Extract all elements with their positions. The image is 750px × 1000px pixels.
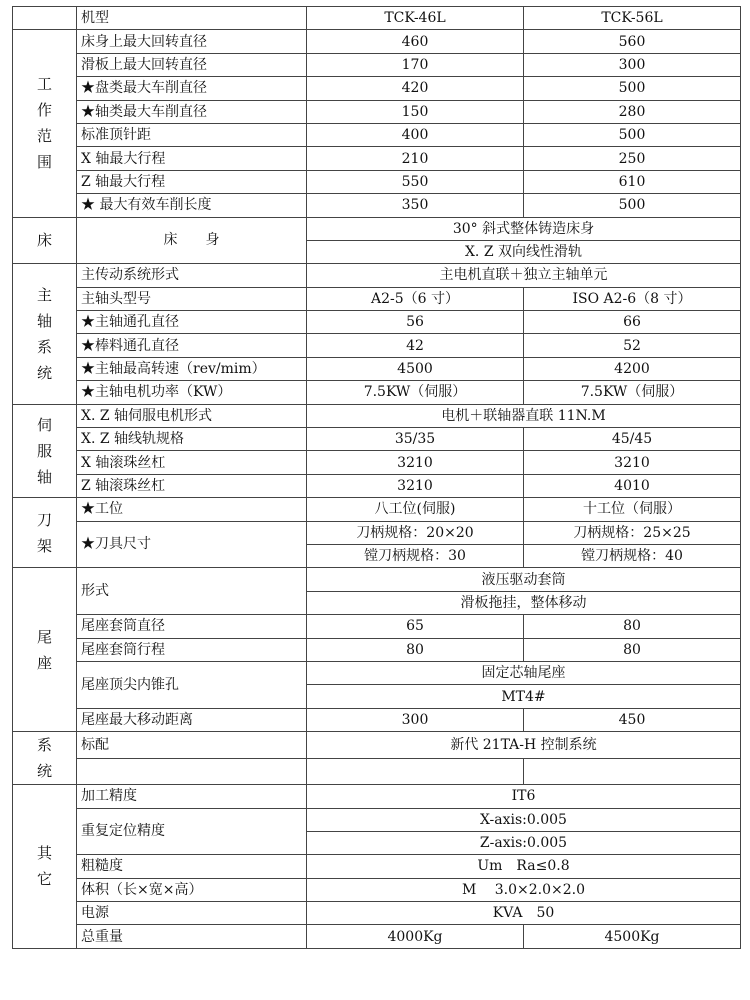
row-value-merged: Z-axis:0.005 [307,831,741,854]
spec-row [13,30,741,53]
spec-row [13,217,741,240]
row-value-merged: 主电机直联＋独立主轴单元 [307,264,741,287]
row-label: X. Z 轴线轨规格 [77,428,307,451]
row-value: ISO A2-6（8 寸） [524,287,741,310]
row-label: 电源 [77,902,307,925]
section-label-char: 系 [36,736,52,755]
row-value: 7.5KW（伺服） [524,381,741,404]
row-value: 3210 [307,474,524,497]
row-value: 十工位（伺服） [524,498,741,521]
row-label: 床身上最大回转直径 [77,30,307,53]
section-label-char: 统 [36,363,52,382]
row-label: 床 身 [77,217,307,264]
section-label-char: 统 [36,762,52,781]
row-label: ★主轴最高转速（rev/mim） [77,357,307,380]
row-label: X 轴滚珠丝杠 [77,451,307,474]
section-label-char: 刀 [36,510,52,529]
section-label-char: 服 [36,441,52,460]
spec-row [13,568,741,591]
row-label: ★刀具尺寸 [77,521,307,568]
row-value: 80 [524,638,741,661]
section-label-char: 范 [36,127,52,146]
row-label: 加工精度 [77,785,307,808]
row-value: 3210 [307,451,524,474]
row-value: 210 [307,147,524,170]
row-value-merged: KVA 50 [307,902,741,925]
section-label-char: 架 [36,536,52,555]
row-value: 66 [524,311,741,334]
spec-row [13,357,741,380]
spec-row [13,170,741,193]
row-value: 35/35 [307,428,524,451]
spec-row [13,53,741,76]
spec-row [13,381,741,404]
spec-row [13,855,741,878]
row-value: 560 [524,30,741,53]
row-label: ★棒料通孔直径 [77,334,307,357]
section-label-char: 座 [36,653,52,672]
row-value-merged: 滑板拖挂，整体移动 [307,591,741,614]
row-label: X 轴最大行程 [77,147,307,170]
spec-row [13,615,741,638]
row-value: 56 [307,311,524,334]
section-label-char: 其 [36,844,52,863]
row-value: 52 [524,334,741,357]
row-value: 550 [307,170,524,193]
row-label: 主轴头型号 [77,287,307,310]
row-value: 80 [307,638,524,661]
row-value-merged: 30° 斜式整体铸造床身 [307,217,741,240]
row-value [307,758,524,785]
section-label-char: 轴 [36,467,52,486]
row-label: 标配 [77,732,307,759]
row-value: 3210 [524,451,741,474]
section-label-cell [13,568,77,732]
row-value-merged: M 3.0×2.0×2.0 [307,878,741,901]
spec-row [13,147,741,170]
row-label: ★盘类最大车削直径 [77,77,307,100]
header-row [13,7,741,30]
section-label-char: 伺 [36,415,52,434]
row-value: 400 [307,123,524,146]
row-label [77,758,307,785]
spec-row [13,404,741,427]
row-value: 420 [307,77,524,100]
row-value: 610 [524,170,741,193]
header-model-col2: TCK-56L [524,7,741,30]
spec-row [13,785,741,808]
row-label: 尾座套筒行程 [77,638,307,661]
row-value: 300 [524,53,741,76]
row-label: 总重量 [77,925,307,948]
spec-row [13,100,741,123]
row-label: ★轴类最大车削直径 [77,100,307,123]
spec-row [13,428,741,451]
row-value: 250 [524,147,741,170]
spec-table [12,6,741,949]
row-value: 150 [307,100,524,123]
row-label: 滑板上最大回转直径 [77,53,307,76]
header-model-col1: TCK-46L [307,7,524,30]
section-label-cell [13,732,77,785]
row-value: 4000Kg [307,925,524,948]
section-label-char: 围 [36,153,52,172]
section-label-char: 轴 [36,311,52,330]
row-value-merged: 固定芯轴尾座 [307,661,741,684]
row-value: 刀柄规格：25×25 [524,521,741,544]
spec-row [13,878,741,901]
section-label-char: 作 [36,101,52,120]
row-value: 45/45 [524,428,741,451]
section-label-char: 尾 [36,627,52,646]
section-label-cell [13,404,77,498]
row-value: 500 [524,77,741,100]
row-label: 尾座套筒直径 [77,615,307,638]
row-label: 重复定位精度 [77,808,307,855]
row-value: 500 [524,123,741,146]
row-value-merged: X. Z 双向线性滑轨 [307,240,741,263]
section-label-char: 它 [36,870,52,889]
section-label-cell [13,217,77,264]
row-value: 65 [307,615,524,638]
section-label-char: 工 [36,75,52,94]
row-label: 体积（长×宽×高） [77,878,307,901]
spec-row [13,732,741,759]
row-label: ★主轴电机功率（KW） [77,381,307,404]
row-label: 标准顶针距 [77,123,307,146]
row-value-merged: 液压驱动套筒 [307,568,741,591]
row-value: 4200 [524,357,741,380]
section-label-char: 系 [36,337,52,356]
row-value: 刀柄规格：20×20 [307,521,524,544]
row-label: ★主轴通孔直径 [77,311,307,334]
row-value: 八工位(伺服) [307,498,524,521]
spec-row [13,638,741,661]
row-value-merged: MT4# [307,685,741,708]
spec-row [13,287,741,310]
row-value: 4010 [524,474,741,497]
row-value-merged: 电机＋联轴器直联 11N.M [307,404,741,427]
spec-row [13,334,741,357]
row-value: 280 [524,100,741,123]
row-value: 450 [524,708,741,731]
row-value-merged: 新代 21TA-H 控制系统 [307,732,741,759]
row-label: ★ 最大有效车削长度 [77,194,307,217]
spec-row [13,498,741,521]
spec-row [13,311,741,334]
row-label: 尾座顶尖内锥孔 [77,661,307,708]
row-value: 460 [307,30,524,53]
row-value [524,758,741,785]
section-label-cell [13,264,77,404]
row-value: 7.5KW（伺服） [307,381,524,404]
spec-row [13,708,741,731]
section-label-cell [13,498,77,568]
spec-table-body [13,7,741,949]
row-value: 300 [307,708,524,731]
spec-row [13,123,741,146]
row-value: 镗刀柄规格：40 [524,544,741,567]
section-label-char: 主 [36,285,52,304]
row-label: ★工位 [77,498,307,521]
spec-row [13,77,741,100]
row-value: 500 [524,194,741,217]
spec-row [13,902,741,925]
row-label: 形式 [77,568,307,615]
spec-row [13,194,741,217]
spec-row [13,264,741,287]
row-value-merged: X-axis:0.005 [307,808,741,831]
row-label: Z 轴滚珠丝杠 [77,474,307,497]
spec-row [13,758,741,785]
row-value-merged: IT6 [307,785,741,808]
row-label: 主传动系统形式 [77,264,307,287]
row-label: Z 轴最大行程 [77,170,307,193]
spec-row [13,474,741,497]
row-value-merged: Um Ra≤0.8 [307,855,741,878]
section-label-cell [13,30,77,217]
row-label: X. Z 轴伺服电机形式 [77,404,307,427]
section-label-cell [13,785,77,949]
row-value: 镗刀柄规格：30 [307,544,524,567]
header-model-label: 机型 [77,7,307,30]
spec-row [13,521,741,544]
spec-row [13,661,741,684]
spec-row [13,451,741,474]
row-value: A2-5（6 寸） [307,287,524,310]
row-value: 80 [524,615,741,638]
section-label-char: 床 [36,231,52,250]
row-value: 170 [307,53,524,76]
row-value: 42 [307,334,524,357]
row-value: 4500Kg [524,925,741,948]
spec-row [13,808,741,831]
spec-row [13,925,741,948]
row-value: 350 [307,194,524,217]
row-value: 4500 [307,357,524,380]
row-label: 粗糙度 [77,855,307,878]
row-label: 尾座最大移动距离 [77,708,307,731]
header-corner-cell [13,7,77,30]
